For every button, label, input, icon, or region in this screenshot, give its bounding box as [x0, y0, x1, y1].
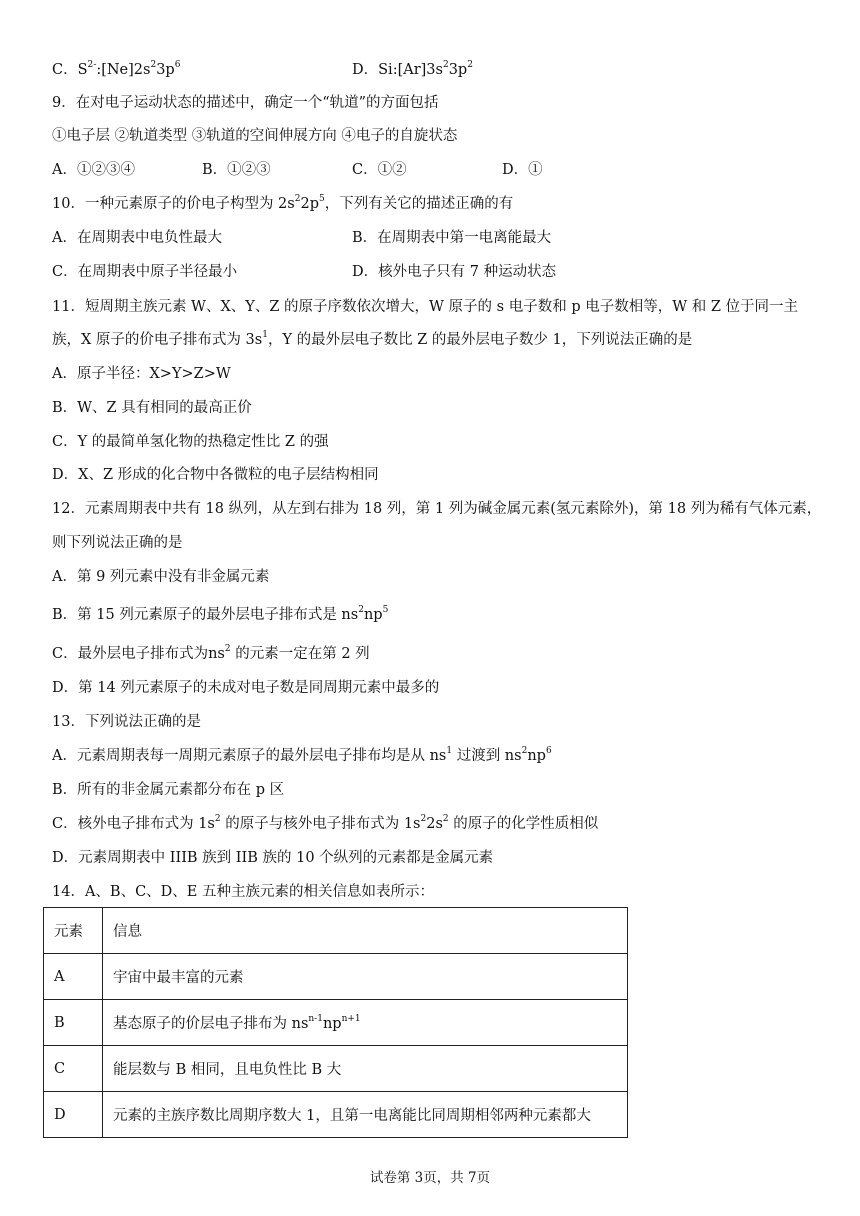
table-cell-element: D [44, 1092, 103, 1138]
q12-stem-line2: 则下列说法正确的是 [52, 535, 183, 551]
table-row [44, 1000, 628, 1046]
table-header-info: 信息 [103, 908, 628, 954]
element-info-table [43, 907, 628, 1138]
q8-option-d: D．$Si:[Ar]3s^23p^2$ [352, 60, 473, 78]
table-header-row [44, 908, 628, 954]
q12-option-b: B．第 15 列元素原子的最外层电子排布式是 $ns^2np^5$ [52, 605, 389, 623]
q13-option-c: C．核外电子排布式为 $1s^2$ 的原子与核外电子排布式为 $1s^22s^2$ 的原子的化学性质相似 [52, 814, 599, 832]
q13-option-b: B．所有的非金属元素都分布在 p 区 [52, 782, 285, 798]
q9-option-a: A．①②③④ [52, 162, 135, 178]
q9-option-d: D．① [502, 162, 543, 178]
q8-option-c: C．$S^{2-}:[Ne]2s^23p^6$ [52, 60, 181, 78]
q10-option-d: D．核外电子只有 7 种运动状态 [352, 264, 557, 280]
q10-option-c: C．在周期表中原子半径最小 [52, 264, 238, 280]
q10-option-b: B．在周期表中第一电离能最大 [352, 230, 552, 246]
q11-stem-line2: 族，X 原子的价电子排布式为 $3s^1$，Y 的最外层电子数比 Z 的最外层电子数少 1，下列说法正确的是 [52, 330, 693, 348]
q11-option-b: B．W、Z 具有相同的最高正价 [52, 400, 252, 416]
q9-stem: 9．在对电子运动状态的描述中，确定一个“轨道”的方面包括 [52, 95, 439, 111]
q10-stem: 10．一种元素原子的价电子构型为 $2s^22p^5$，下列有关它的描述正确的有 [52, 194, 514, 212]
table-cell-element: A [44, 954, 103, 1000]
q14-stem: 14．A、B、C、D、E 五种主族元素的相关信息如表所示： [52, 884, 434, 900]
q9-option-b: B．①②③ [202, 162, 271, 178]
table-header-element: 元素 [44, 908, 103, 954]
q12-option-d: D．第 14 列元素原子的未成对电子数是同周期元素中最多的 [52, 680, 440, 696]
table-cell-element: C [44, 1046, 103, 1092]
table-cell-info: 宇宙中最丰富的元素 [103, 954, 628, 1000]
table-cell-info: 元素的主族序数比周期序数大 1，且第一电离能比同周期相邻两种元素都大 [103, 1092, 628, 1138]
table-row [44, 1092, 628, 1138]
q12-option-a: A．第 9 列元素中没有非金属元素 [52, 569, 270, 585]
q11-option-a: A．原子半径：X>Y>Z>W [52, 366, 231, 382]
q11-stem-line1: 11．短周期主族元素 W、X、Y、Z 的原子序数依次增大，W 原子的 s 电子数和 p 电子数相等，W 和 Z 位于同一主 [52, 299, 799, 315]
q13-option-a: A．元素周期表每一周期元素原子的最外层电子排布均是从 $ns^1$ 过渡到 $ns^2np^6$ [52, 746, 552, 764]
table-cell-info: 能层数与 B 相同，且电负性比 B 大 [103, 1046, 628, 1092]
table-cell-element: B [44, 1000, 103, 1046]
q12-stem-line1: 12．元素周期表中共有 18 纵列，从左到右排为 18 列，第 1 列为碱金属元素(氢元素除外)，第 18 列为稀有气体元素， [52, 501, 822, 517]
q11-option-d: D．X、Z 形成的化合物中各微粒的电子层结构相同 [52, 467, 379, 483]
page-footer: 试卷第 3页，共 7页 [369, 1170, 491, 1186]
q9-option-c: C．①② [352, 162, 407, 178]
q12-option-c: C．最外层电子排布式为$ns^2$ 的元素一定在第 2 列 [52, 644, 370, 662]
q13-stem: 13．下列说法正确的是 [52, 714, 201, 730]
table-cell-info: 基态原子的价层电子排布为 $ns^{n-1}np^{n+1}$ [103, 1000, 628, 1046]
q13-option-d: D．元素周期表中 IIIB 族到 IIB 族的 10 个纵列的元素都是金属元素 [52, 850, 494, 866]
table-row [44, 1046, 628, 1092]
q11-option-c: C．Y 的最简单氢化物的热稳定性比 Z 的强 [52, 434, 329, 450]
table-row [44, 954, 628, 1000]
q9-items: ①电子层 ②轨道类型 ③轨道的空间伸展方向 ④电子的自旋状态 [52, 128, 458, 144]
q10-option-a: A．在周期表中电负性最大 [52, 230, 222, 246]
